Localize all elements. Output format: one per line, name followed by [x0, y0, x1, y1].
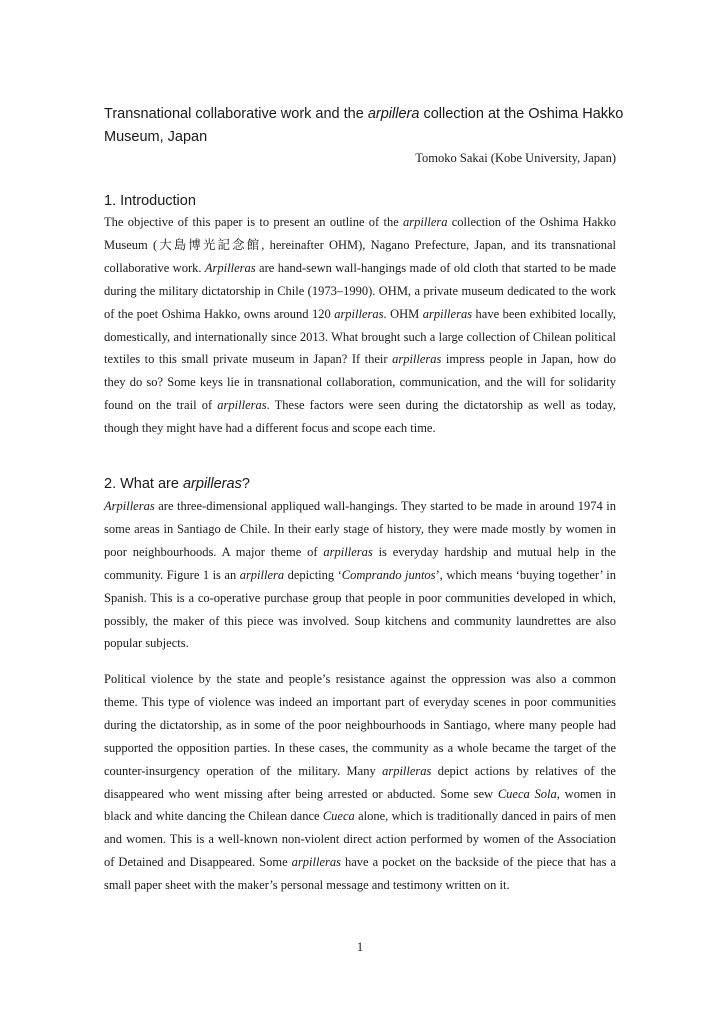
- paragraph-political-violence: Political violence by the state and people’s resistance against the oppression was also a common theme. This type of violence was indeed an important part of everyday scenes in poor communities during the dictatorship, as in some of the poor neighbourhoods in Santiago, where many people had supported the opposition parties. In these cases, the community as a whole became the target of the counter-insurgency operation of the military. Many arpilleras depict actions by relatives of the disappeared who went missing after being arrested or abducted. Some sew Cueca Sola, women in black and white dancing the Chilean dance Cueca alone, which is traditionally danced in pairs of men and women. This is a well-known non-violent direct action performed by women of the Association of Detained and Disappeared. Some arpilleras have a pocket on the backside of the piece that has a small paper sheet with the maker’s personal message and testimony written on it.: [104, 672, 616, 893]
- title-text-end: collection at the Oshima Hakko Museum, Japan: [104, 106, 624, 145]
- section-heading-what-are-arpilleras: 2. What are arpilleras?: [104, 476, 250, 492]
- paragraph-introduction: The objective of this paper is to present an outline of the arpillera collection of the Oshima Hakko Museum (大島博光記念館, hereinafter OHM), Nagano Prefecture, Japan, and its transnational collaborative work. Arpilleras are hand-sewn wall-hangings made of old cloth that started to be made during the military dictatorship in Chile (1973–1990). OHM, a private museum dedicated to the work of the poet Oshima Hakko, owns around 120 arpilleras. OHM arpilleras have been exhibited locally, domestically, and internationally since 2013. What brought such a large collection of Chilean political textiles to this small private museum in Japan? If their arpilleras impress people in Japan, how do they do so? Some keys lie in transnational collaboration, communication, and the will for solidarity found on the trail of arpilleras. These factors were seen during the dictatorship as well as today, though they might have had a different focus and scope each time.: [104, 215, 616, 436]
- paragraph-arpilleras-definition: Arpilleras are three-dimensional appliqued wall-hangings. They started to be made in around 1974 in some areas in Santiago de Chile. In their early stage of history, they were made mostly by women in poor neighbourhoods. A major theme of arpilleras is everyday hardship and mutual help in the community. Figure 1 is an arpillera depicting ‘Comprando juntos’, which means ‘buying together’ in Spanish. This is a co-operative purchase group that people in poor communities developed in which, possibly, the maker of this piece was involved. Soup kitchens and community laundrettes are also popular subjects.: [104, 499, 616, 651]
- title-italic: arpillera: [367, 106, 420, 122]
- paper-title: [104, 103, 624, 149]
- title-text: Transnational collaborative work and the: [104, 106, 368, 122]
- author-line: Tomoko Sakai (Kobe University, Japan): [415, 151, 616, 165]
- page-number: 1: [356, 940, 364, 954]
- section-heading-introduction: 1. Introduction: [104, 193, 196, 209]
